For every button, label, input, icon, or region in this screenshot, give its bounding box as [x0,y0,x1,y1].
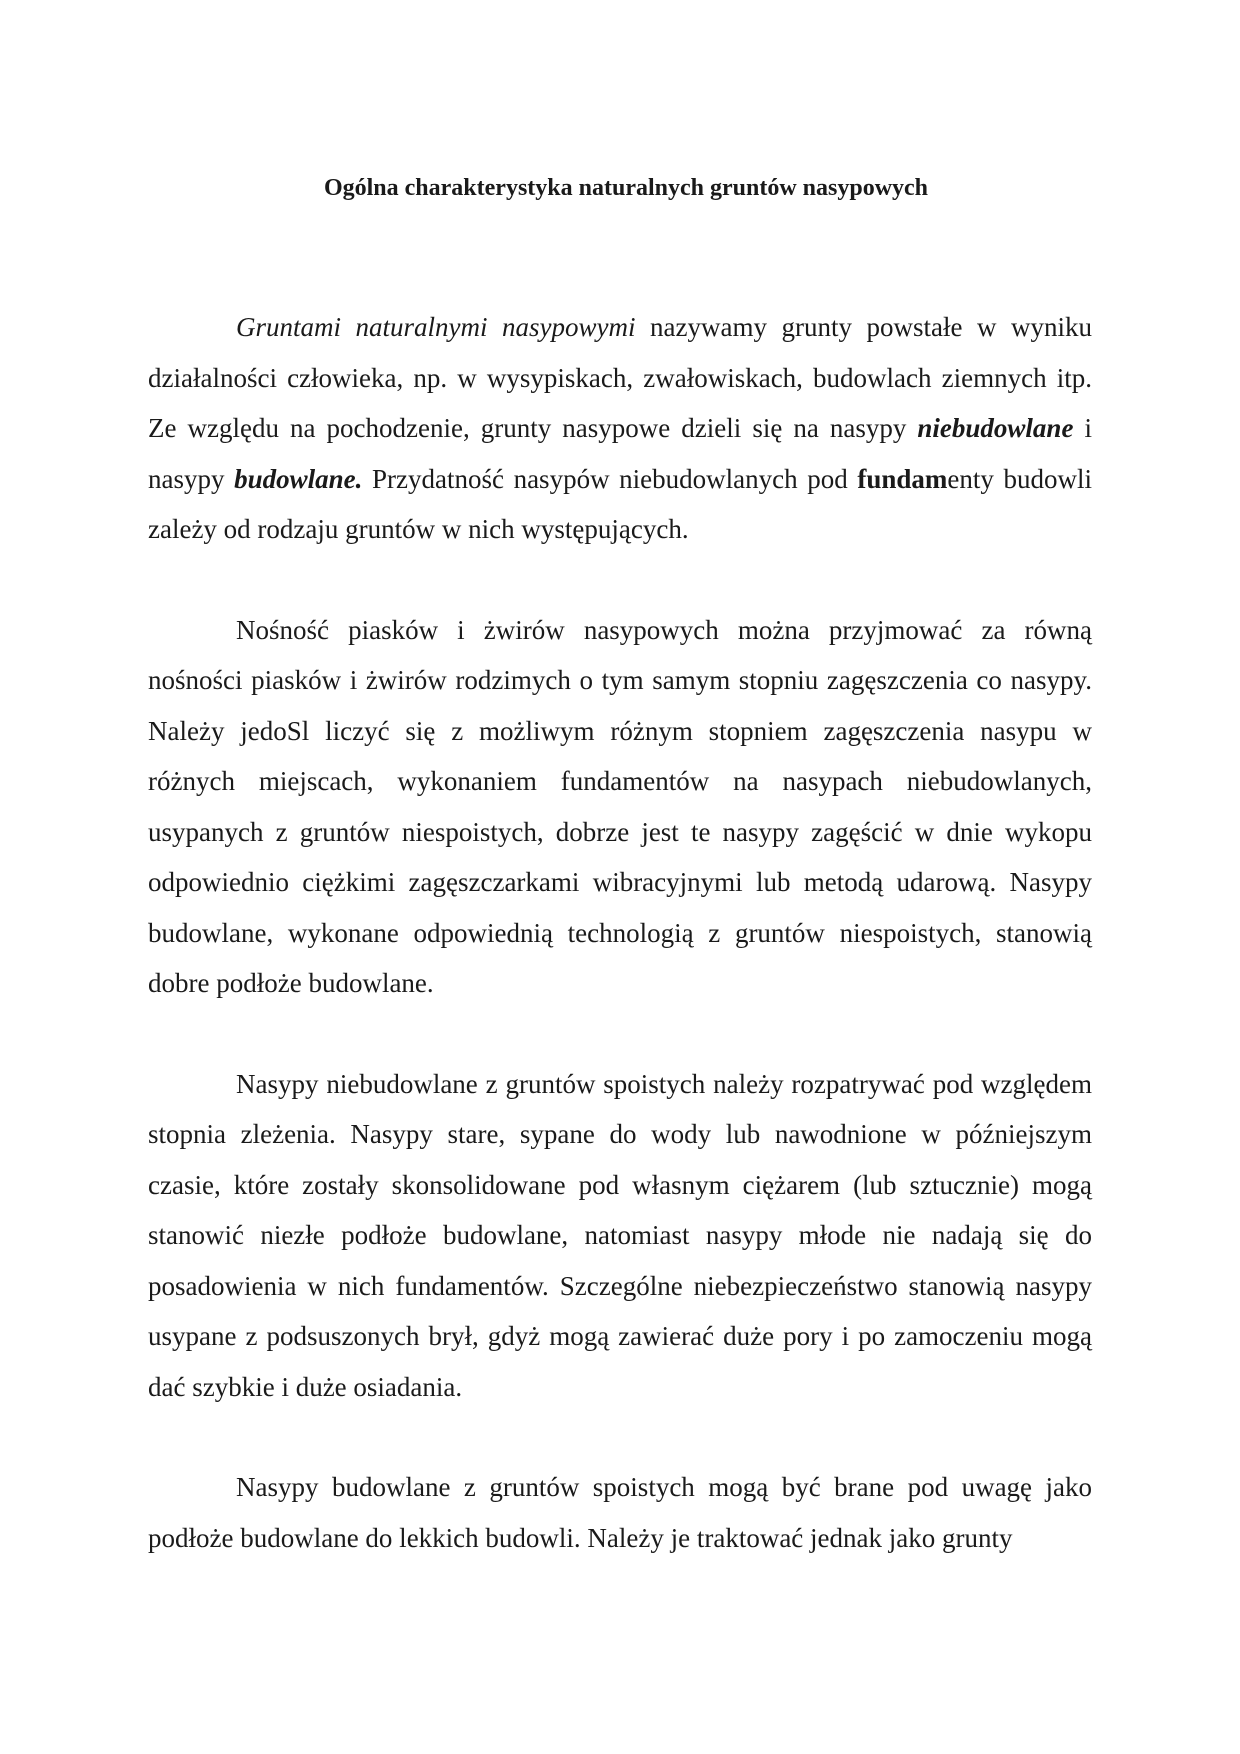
paragraph-text: nazywamy grunty powstałe w wyniku działalności człowieka, np. w wysypiskach, zwałowiskach, budowlach ziemnych itp. Ze względu na pochodzenie, grunty nasypowe dzieli się na nasypy [148,312,1092,443]
paragraph-sands-gravels [148,605,1092,1009]
paragraph-text: Przydatność nasypów niebudowlanych pod [362,463,858,494]
paragraph-cohesive-building [148,1462,1092,1563]
paragraph-cohesive-non-building [148,1059,1092,1413]
paragraph-text: Nośność piasków i żwirów nasypowych można przyjmować za równą nośności piasków i żwirów rodzimych o tym samym stopniu zagęszczenia co nasypy. Należy jedoSl liczyć się z możliwym różnym stopniem zagęszczenia nasypu w różnych miejscach, wykonaniem fundamentów na nasypach niebudowlanych, usypanych z gruntów niespoistych, dobrze jest te nasypy zagęścić w dnie wykopu odpowiednio ciężkimi zagęszczarkami wibracyjnymi lub metodą udarową. Nasypy budowlane, wykonane odpowiednią technologią z gruntów niespoistych, stanowią dobre podłoże budowlane. [148,614,1092,998]
document-title: Ogólna charakterystyka naturalnych gruntów nasypowych [323,175,929,201]
paragraph-definition [148,302,1092,555]
document-page [148,168,1092,1563]
paragraph-text-bold: fundam [857,463,948,494]
paragraph-text: Nasypy niebudowlane z gruntów spoistych należy rozpatrywać pod względem stopnia zleżenia. Nasypy stare, sypane do wody lub nawodnione w późniejszym czasie, które zostały skonsolidowane pod własnym ciężarem (lub sztucznie) mogą stanowić niezłe podłoże budowlane, natomiast nasypy młode nie nadają się do posadowienia w nich fundamentów. Szczególne niebezpieczeństwo stanowią nasypy usypane z podsuszonych brył, gdyż mogą zawierać duże pory i po zamoczeniu mogą dać szybkie i duże osiadania. [148,1068,1092,1402]
paragraph-text: Nasypy budowlane z gruntów spoistych mogą być brane pod uwagę jako podłoże budowlane do lekkich budowli. Należy je traktować jednak jako grunty [148,1472,1092,1553]
paragraph-text: enty budowli zależy od rodzaju gruntów w nich występujących. [148,463,1092,544]
term-budowlane: budowlane. [234,463,363,494]
paragraph-text: i nasypy [148,413,1092,494]
term-niebudowlane: niebudowlane [917,413,1074,443]
term-gruntami-naturalnymi-nasypowymi: Gruntami naturalnymi nasypowymi [236,312,636,342]
